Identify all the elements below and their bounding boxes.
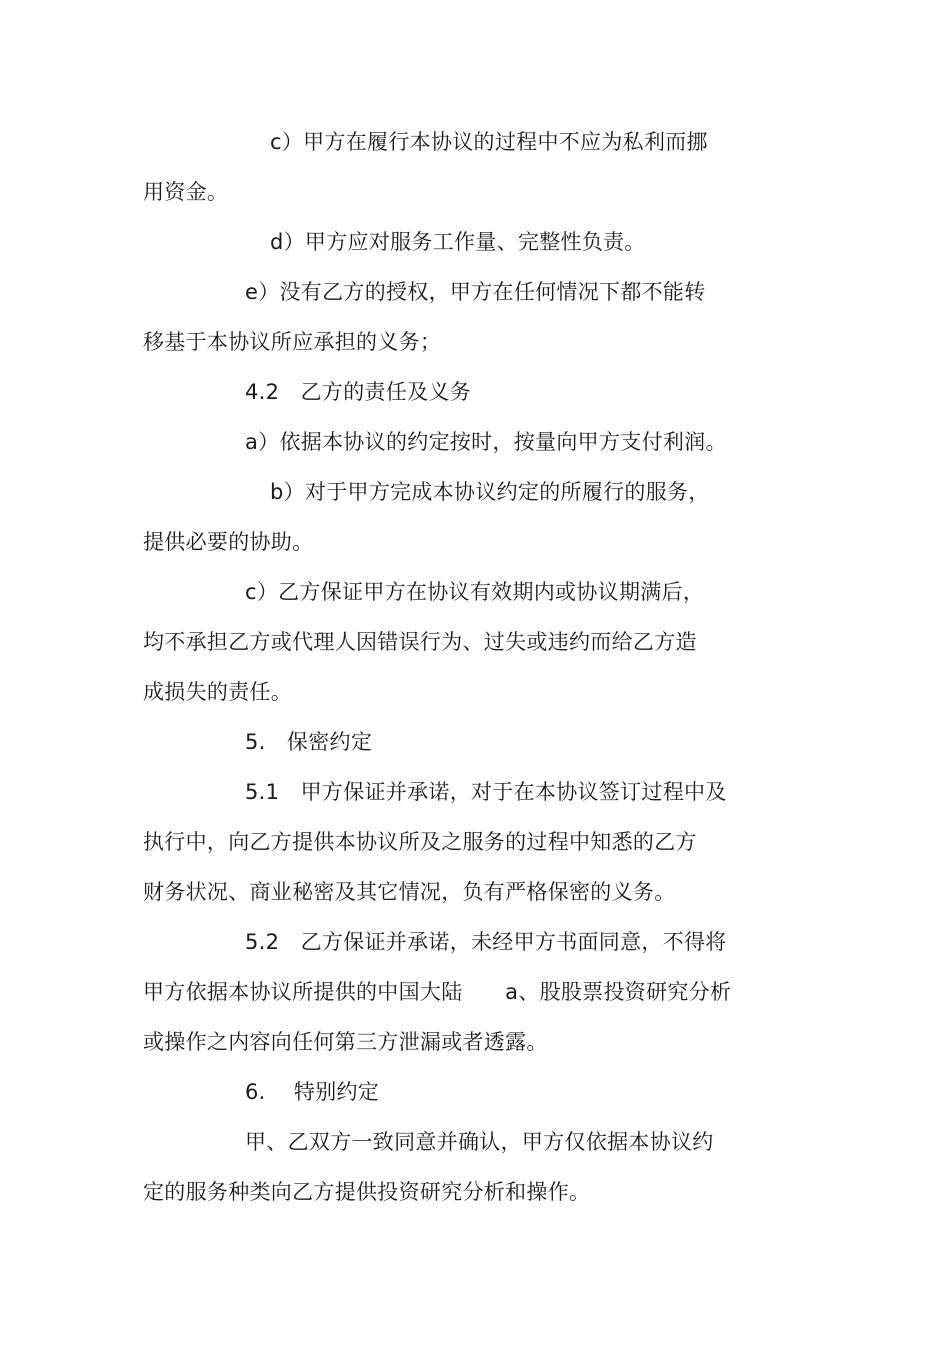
section-6-heading: 6. 特别约定 bbox=[245, 1080, 380, 1104]
clause-4-1-d: d）甲方应对服务工作量、完整性负责。 bbox=[270, 230, 646, 254]
clause-4-1-e-line-1: e）没有乙方的授权，甲方在任何情况下都不能转 bbox=[245, 280, 706, 304]
clause-4-2-c-line-2: 均不承担乙方或代理人因错误行为、过失或违约而给乙方造 bbox=[143, 630, 697, 654]
section-5-heading: 5. 保密约定 bbox=[245, 730, 373, 754]
clause-5-2-line-2: 甲方依据本协议所提供的中国大陆 a、股股票投资研究分析 bbox=[143, 980, 732, 1004]
clause-4-2-b-line-2: 提供必要的协助。 bbox=[143, 530, 314, 554]
clause-4-1-c-line-2: 用资金。 bbox=[143, 180, 229, 204]
clause-4-2-c-line-1: c）乙方保证甲方在协议有效期内或协议期满后， bbox=[245, 580, 705, 604]
clause-4-1-c-line-1: c）甲方在履行本协议的过程中不应为私利而挪 bbox=[270, 130, 708, 154]
section-6-body-line-1: 甲、乙双方一致同意并确认，甲方仅依据本协议约 bbox=[245, 1130, 714, 1154]
clause-4-2-a: a）依据本协议的约定按时，按量向甲方支付利润。 bbox=[245, 430, 727, 454]
clause-5-2-line-1: 5.2 乙方保证并承诺，未经甲方书面同意，不得将 bbox=[245, 930, 727, 954]
clause-5-1-line-1: 5.1 甲方保证并承诺，对于在本协议签订过程中及 bbox=[245, 780, 727, 804]
clause-4-2-b-line-1: b）对于甲方完成本协议约定的所履行的服务， bbox=[270, 480, 710, 504]
clause-5-1-line-2: 执行中，向乙方提供本协议所及之服务的过程中知悉的乙方 bbox=[143, 830, 697, 854]
section-4-2-heading: 4.2 乙方的责任及义务 bbox=[245, 380, 471, 404]
section-6-body-line-2: 定的服务种类向乙方提供投资研究分析和操作。 bbox=[143, 1180, 591, 1204]
clause-5-1-line-3: 财务状况、商业秘密及其它情况，负有严格保密的义务。 bbox=[143, 880, 676, 904]
clause-4-1-e-line-2: 移基于本协议所应承担的义务； bbox=[143, 330, 442, 354]
clause-5-2-line-3: 或操作之内容向任何第三方泄漏或者透露。 bbox=[143, 1030, 548, 1054]
clause-4-2-c-line-3: 成损失的责任。 bbox=[143, 680, 293, 704]
